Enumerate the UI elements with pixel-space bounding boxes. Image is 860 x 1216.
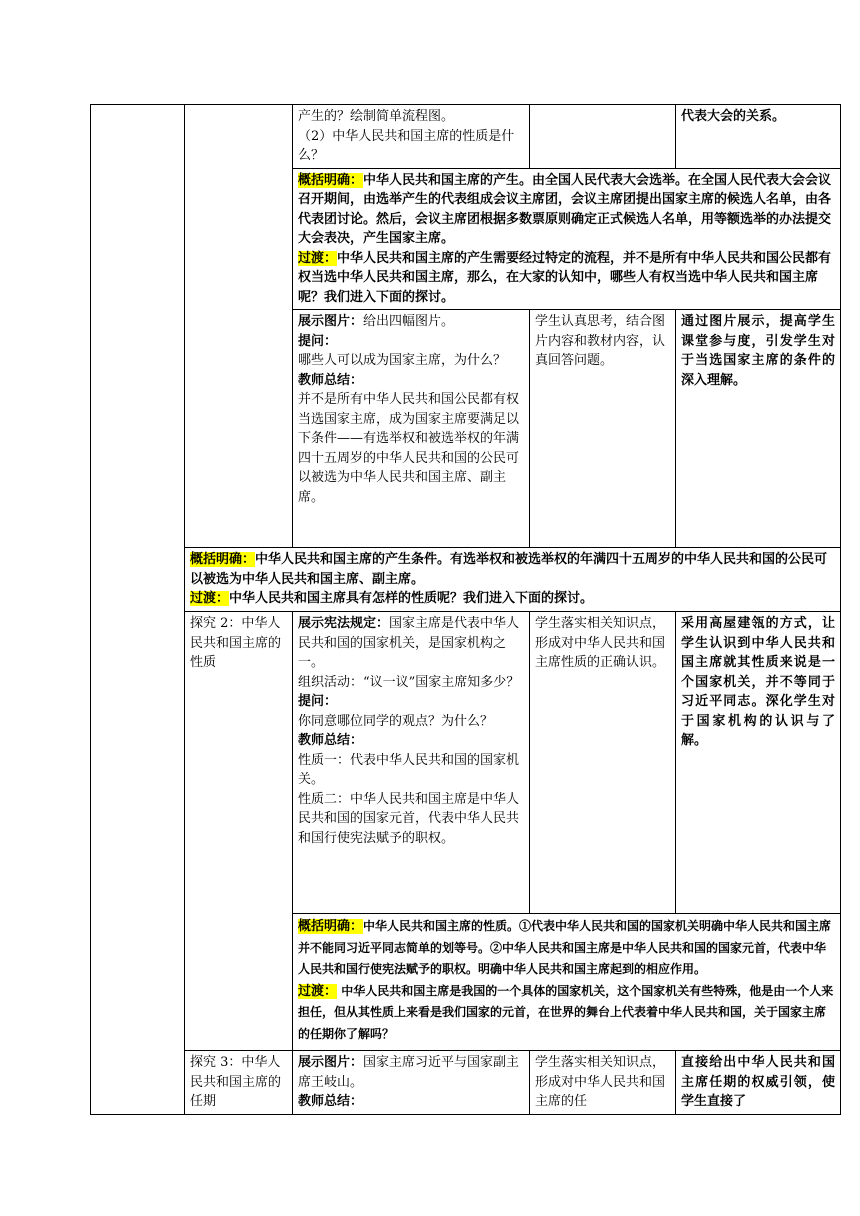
summary-label: 概括明确： [190, 552, 256, 567]
show-text: 给出四幅图片。 [363, 314, 455, 329]
activity-text: 产生的？绘制简单流程图。 [298, 109, 455, 124]
topic-text: 探究 2：中华人民共和国主席的性质 [190, 616, 282, 670]
col1-cell [91, 105, 185, 1115]
summary-cell [293, 914, 841, 1051]
show-label: 展示图片： [298, 1055, 364, 1070]
teacher-summary-label: 教师总结： [298, 372, 364, 388]
transition-text: 中华人民共和国主席的产生需要经过特定的流程，并不是所有中华人民共和国公民都有权当选中华人民共和国主席，那么，在大家的认知中，哪些人有权当选中华人民共和国主席呢？我们进入下面的探讨。 [298, 250, 832, 305]
show-label: 展示图片： [298, 314, 364, 329]
table-row [91, 1051, 841, 1115]
nature-one-text: 性质一：代表中华人民共和国的国家机关。 [298, 752, 520, 787]
transition-text: 中华人民共和国主席具有怎样的性质呢？我们进入下面的探讨。 [229, 591, 594, 606]
summary-label: 概括明确： [298, 919, 364, 934]
design-intent-text: 采用高屋建瓴的方式，让学生认识到中华人民共和国主席就其性质来说是一个国家机关，并不等同于习近平同志。深化学生对于国家机构的认识与了解。 [681, 616, 835, 748]
show-text: 国家主席习近平与国家副主席王岐山。 [298, 1055, 520, 1090]
teacher-activity-cell [293, 310, 530, 548]
student-activity-text: 学生落实相关知识点，形成对中华人民共和国主席性质的正确认识。 [535, 616, 666, 670]
activity-text: 组织活动：“议一议”国家主席知多少？ [298, 674, 520, 690]
table-row [91, 548, 841, 612]
topic-cell [185, 612, 293, 1051]
summary-text: 中华人民共和国主席的产生条件。有选举权和被选举权的年满四十五周岁的中华人民共和国的公民可以被选为中华人民共和国主席、副主席。 [190, 552, 828, 587]
student-activity-text: 学生落实相关知识点，形成对中华人民共和国主席的任 [535, 1055, 666, 1109]
summary-cell [293, 168, 841, 310]
question-label: 提问： [298, 694, 338, 709]
question-label: 提问： [298, 333, 338, 349]
student-activity-cell [530, 612, 676, 914]
summary-text: 中华人民共和国主席的性质。①代表中华人民共和国的国家机关明确中华人民共和国主席并不能同习近平同志简单的划等号。②中华人民共和国主席是中华人民共和国的国家元首，代表中华人民共和国行使宪法赋予的职权。明确中华人民共和国主席起到的相应作用。 [298, 919, 832, 976]
summary-text: 中华人民共和国主席的产生。由全国人民代表大会选举。在全国人民代表大会会议召开期间，由选举产生的代表组成会议主席团，会议主席团提出国家主席的候选人名单，由各代表团讨论。然后，会议主席团根据多数票原则确定正式候选人名单，用等额选举的办法提交大会表决，产生国家主席。 [298, 172, 832, 246]
student-activity-cell [530, 310, 676, 548]
teacher-activity-cell [293, 105, 530, 169]
design-intent-cell [676, 1051, 841, 1115]
lesson-plan-table [90, 104, 841, 1115]
student-activity-cell [530, 1051, 676, 1115]
topic-cell [185, 1051, 293, 1115]
transition-label: 过渡： [298, 983, 338, 999]
question-text: 你同意哪位同学的观点？为什么？ [298, 713, 494, 729]
teacher-summary-label: 教师总结： [298, 1094, 364, 1109]
teacher-summary-text: 并不是所有中华人民共和国公民都有权当选国家主席，成为国家主席要满足以下条件——有选举权和被选举权的年满四十五周岁的中华人民共和国的公民可以被选为中华人民共和国主席、副主席。 [298, 392, 520, 505]
design-intent-cell [676, 105, 841, 169]
transition-label: 过渡： [190, 591, 230, 606]
topic-text: 探究 3：中华人民共和国主席的任期 [190, 1055, 282, 1109]
teacher-activity-cell [293, 1051, 530, 1115]
design-intent-text: 代表大会的关系。 [681, 109, 786, 124]
design-intent-text: 通过图片展示，提高学生课堂参与度，引发学生对于当选国家主席的条件的深入理解。 [681, 314, 835, 388]
question-text: 哪些人可以成为国家主席，为什么？ [298, 353, 507, 368]
design-intent-cell [676, 612, 841, 914]
summary-label: 概括明确： [298, 172, 364, 188]
constitution-label: 展示宪法规定： [298, 616, 390, 631]
student-activity-cell [530, 105, 676, 169]
teacher-summary-label: 教师总结： [298, 733, 364, 748]
transition-text: 中华人民共和国主席是我国的一个具体的国家机关，这个国家机关有些特殊，他是由一个人来担任，但从其性质上来看是我们国家的元首，在世界的舞台上代表着中华人民共和国，关于国家主席的任期你了解吗？ [298, 983, 834, 1041]
teacher-activity-cell [293, 612, 530, 914]
summary-cell [185, 548, 841, 612]
design-intent-cell [676, 310, 841, 548]
transition-label: 过渡： [298, 250, 338, 266]
col2-cell [185, 105, 293, 548]
design-intent-text: 直接给出中华人民共和国主席任期的权威引领，使学生直接了 [681, 1055, 835, 1109]
table-row [91, 612, 841, 914]
nature-two-text: 性质二：中华人民共和国主席是中华人民共和国的国家元首，代表中华人民共和国行使宪法赋予的职权。 [298, 791, 520, 846]
activity-question: （2）中华人民共和国主席的性质是什么？ [298, 128, 515, 163]
constitution-text: 国家主席是代表中华人民共和国的国家机关，是国家机构之一。 [298, 616, 520, 670]
table-row [91, 105, 841, 169]
student-activity-text: 学生认真思考，结合图片内容和教材内容，认真回答问题。 [535, 314, 666, 368]
